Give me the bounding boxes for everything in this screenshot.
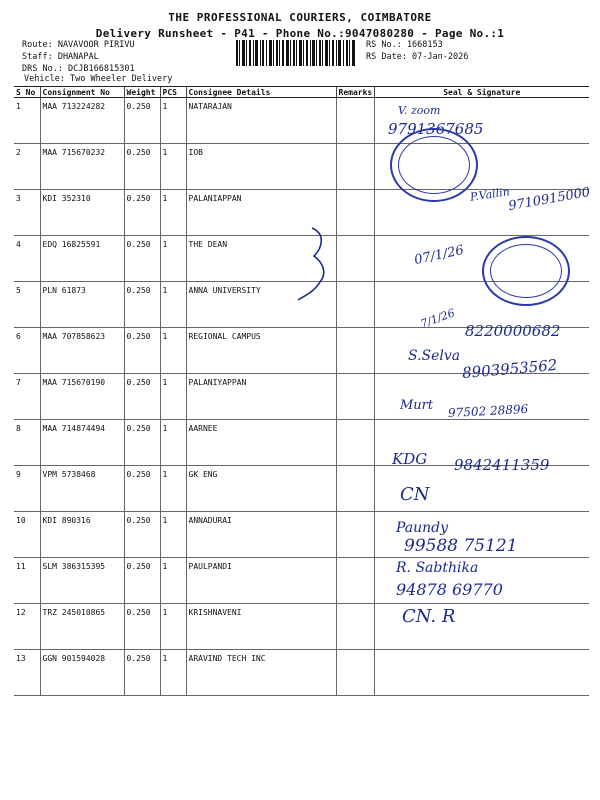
cell-seal — [374, 650, 589, 696]
signature-row9: KDG — [392, 450, 428, 468]
col-weight: Weight — [124, 87, 160, 98]
cell-consignment: MAA 707858623 — [40, 328, 124, 374]
cell-weight: 0.250 — [124, 466, 160, 512]
cell-weight: 0.250 — [124, 650, 160, 696]
cell-seal — [374, 190, 589, 236]
cell-consignment: GGN 901594028 — [40, 650, 124, 696]
runsheet-title: Delivery Runsheet - P41 - Phone No.:9047080280 - Page No.:1 — [95, 27, 505, 40]
cell-remarks — [336, 650, 374, 696]
cell-remarks — [336, 282, 374, 328]
cell-pcs: 1 — [160, 144, 186, 190]
route-label: Route: NAVAVOOR PIRIVU — [22, 40, 135, 50]
cell-consignee: NATARAJAN — [186, 98, 336, 144]
cell-seal — [374, 420, 589, 466]
cell-consignee: PAULPANDI — [186, 558, 336, 604]
cell-sno: 5 — [14, 282, 40, 328]
cell-remarks — [336, 512, 374, 558]
cell-sno: 13 — [14, 650, 40, 696]
signature-row8: Murt — [400, 398, 434, 413]
cell-pcs: 1 — [160, 466, 186, 512]
signature-row9-phone: 9842411359 — [454, 456, 550, 474]
cell-seal — [374, 328, 589, 374]
cell-weight: 0.250 — [124, 374, 160, 420]
cell-consignee: KRISHNAVENI — [186, 604, 336, 650]
cell-pcs: 1 — [160, 190, 186, 236]
cell-consignee: ANNADURAI — [186, 512, 336, 558]
cell-seal — [374, 512, 589, 558]
cell-pcs: 1 — [160, 328, 186, 374]
cell-sno: 2 — [14, 144, 40, 190]
signature-row3-phone: 9710915000 — [507, 184, 592, 215]
cell-consignee: THE DEAN — [186, 236, 336, 282]
cell-remarks — [336, 328, 374, 374]
signature-row3: P.Vallin — [469, 185, 511, 204]
cell-consignment: VPM 5738468 — [40, 466, 124, 512]
cell-pcs: 1 — [160, 558, 186, 604]
signature-row6-phone: 8220000682 — [465, 322, 561, 340]
cell-seal — [374, 604, 589, 650]
cell-weight: 0.250 — [124, 512, 160, 558]
signature-row7-phone: 8903953562 — [461, 355, 559, 383]
cell-consignment: EDQ 16825591 — [40, 236, 124, 282]
cell-remarks — [336, 190, 374, 236]
cell-consignee: IOB — [186, 144, 336, 190]
vehicle-type: Vehicle: Two Wheeler Delivery — [24, 74, 173, 84]
signature-row12-name: R. Sabthika — [396, 560, 479, 576]
signature-row1-name: V. zoom — [398, 104, 441, 117]
cell-remarks — [336, 604, 374, 650]
delivery-table — [14, 86, 592, 696]
drs-number: DRS No.: DCJB166815301 — [22, 64, 135, 74]
cell-pcs: 1 — [160, 420, 186, 466]
cell-remarks — [336, 144, 374, 190]
cell-consignment: MAA 713224282 — [40, 98, 124, 144]
signature-row12-phone: 94878 69770 — [396, 580, 503, 599]
signature-row10: CN — [400, 484, 430, 505]
signature-row6-date: 7/1/26 — [418, 306, 457, 331]
signature-row13: CN. R — [402, 606, 456, 627]
table-row — [14, 374, 589, 420]
cell-sno: 1 — [14, 98, 40, 144]
cell-weight: 0.250 — [124, 144, 160, 190]
cell-sno: 6 — [14, 328, 40, 374]
cell-pcs: 1 — [160, 374, 186, 420]
cell-pcs: 1 — [160, 604, 186, 650]
table-row — [14, 512, 589, 558]
table-row — [14, 328, 589, 374]
cell-sno: 8 — [14, 420, 40, 466]
staff-label: Staff: DHANAPAL — [22, 52, 99, 62]
cell-weight: 0.250 — [124, 98, 160, 144]
table-row — [14, 144, 589, 190]
table-row — [14, 650, 589, 696]
signature-row11-phone: 99588 75121 — [404, 536, 518, 556]
cell-sno: 9 — [14, 466, 40, 512]
cell-seal — [374, 466, 589, 512]
cell-consignment: SLM 386315395 — [40, 558, 124, 604]
cell-weight: 0.250 — [124, 282, 160, 328]
cell-sno: 12 — [14, 604, 40, 650]
cell-consignee: ANNA UNIVERSITY — [186, 282, 336, 328]
table-row — [14, 466, 589, 512]
cell-seal — [374, 374, 589, 420]
cell-seal — [374, 236, 589, 282]
cell-pcs: 1 — [160, 650, 186, 696]
cell-consignment: MAA 715670232 — [40, 144, 124, 190]
col-remarks: Remarks — [336, 87, 374, 98]
col-consignment: Consignment No — [40, 87, 124, 98]
signature-row8-phone: 97502 28896 — [447, 401, 529, 421]
cell-remarks — [336, 98, 374, 144]
cell-weight: 0.250 — [124, 236, 160, 282]
col-seal-signature: Seal & Signature — [374, 87, 589, 98]
signature-row5-date: 07/1/26 — [412, 242, 466, 269]
cell-consignment: TRZ 245010865 — [40, 604, 124, 650]
cell-remarks — [336, 558, 374, 604]
cell-weight: 0.250 — [124, 604, 160, 650]
cell-consignee: GK ENG — [186, 466, 336, 512]
cell-consignee: ARAVIND TECH INC — [186, 650, 336, 696]
table-row — [14, 558, 589, 604]
col-consignee: Consignee Details — [186, 87, 336, 98]
cell-weight: 0.250 — [124, 190, 160, 236]
col-pcs: PCS — [160, 87, 186, 98]
rs-date: RS Date: 07-Jan-2026 — [366, 52, 469, 62]
cell-consignment: KDI 890316 — [40, 512, 124, 558]
signature-row7: S.Selva — [408, 348, 461, 364]
cell-consignee: PALANIAPPAN — [186, 190, 336, 236]
col-sno: S No — [14, 87, 40, 98]
barcode — [236, 40, 356, 66]
cell-remarks — [336, 374, 374, 420]
cell-sno: 11 — [14, 558, 40, 604]
cell-remarks — [336, 466, 374, 512]
cell-consignee: REGIONAL CAMPUS — [186, 328, 336, 374]
cell-weight: 0.250 — [124, 328, 160, 374]
cell-pcs: 1 — [160, 512, 186, 558]
cell-sno: 3 — [14, 190, 40, 236]
signature-row1-phone: 9791367685 — [388, 120, 484, 138]
cell-remarks — [336, 236, 374, 282]
signature-row11: Paundy — [396, 520, 449, 536]
table-header-row — [14, 87, 589, 98]
table-row — [14, 190, 589, 236]
table-row — [14, 420, 589, 466]
cell-weight: 0.250 — [124, 558, 160, 604]
cell-seal — [374, 144, 589, 190]
cell-consignment: MAA 714874494 — [40, 420, 124, 466]
cell-sno: 7 — [14, 374, 40, 420]
cell-consignment: PLN 61873 — [40, 282, 124, 328]
table-row — [14, 98, 589, 144]
table-row — [14, 236, 589, 282]
cell-pcs: 1 — [160, 98, 186, 144]
cell-consignee: PALANIYAPPAN — [186, 374, 336, 420]
rs-number: RS No.: 1668153 — [366, 40, 443, 50]
company-name: THE PROFESSIONAL COURIERS, COIMBATORE — [168, 11, 432, 24]
cell-sno: 4 — [14, 236, 40, 282]
table-row — [14, 604, 589, 650]
cell-consignment: KDI 352310 — [40, 190, 124, 236]
cell-consignee: AARNEE — [186, 420, 336, 466]
cell-seal — [374, 98, 589, 144]
cell-weight: 0.250 — [124, 420, 160, 466]
cell-seal — [374, 558, 589, 604]
cell-sno: 10 — [14, 512, 40, 558]
table-row — [14, 282, 589, 328]
cell-pcs: 1 — [160, 282, 186, 328]
cell-remarks — [336, 420, 374, 466]
cell-pcs: 1 — [160, 236, 186, 282]
cell-consignment: MAA 715670190 — [40, 374, 124, 420]
